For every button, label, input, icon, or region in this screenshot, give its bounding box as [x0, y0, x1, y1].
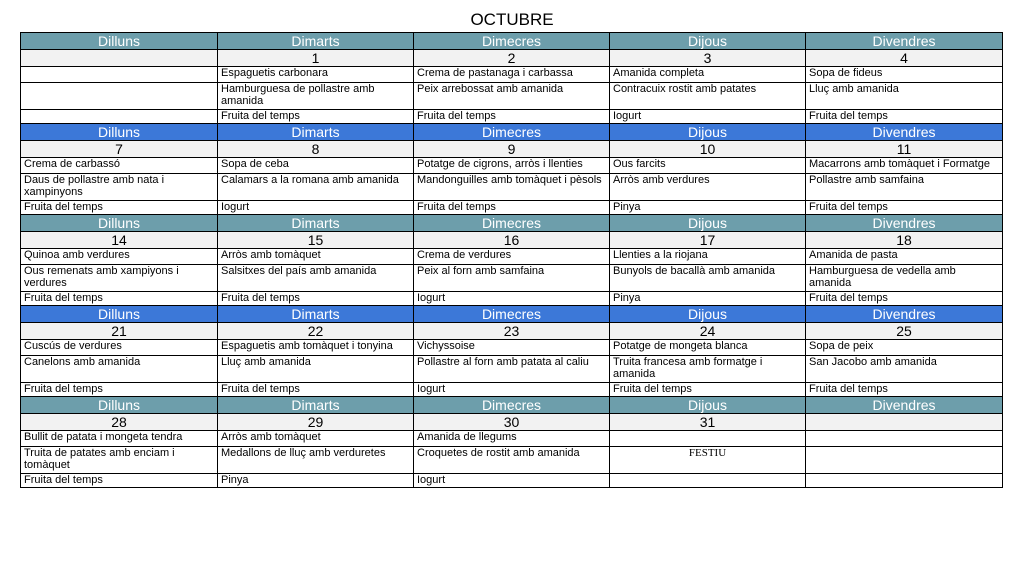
second-course-dimarts: Lluç amb amanida: [218, 356, 414, 383]
day-number-dilluns: 28: [21, 414, 218, 431]
day-number-dimecres: 30: [414, 414, 610, 431]
first-course-dimecres: Vichyssoise: [414, 340, 610, 356]
week-1-dessert-row: [21, 110, 1003, 124]
first-course-dimecres: Crema de pastanaga i carbassa: [414, 67, 610, 83]
day-number-dilluns: [21, 50, 218, 67]
first-course-dijous: [610, 431, 806, 447]
day-number-dijous: 3: [610, 50, 806, 67]
second-course-divendres: Pollastre amb samfaina: [806, 174, 1003, 201]
dessert-divendres: Fruita del temps: [806, 201, 1003, 215]
day-number-dimarts: 15: [218, 232, 414, 249]
dessert-dimecres: Iogurt: [414, 383, 610, 397]
weekday-header-dijous: Dijous: [610, 215, 806, 232]
weekday-header-dilluns: Dilluns: [21, 215, 218, 232]
weekday-header-divendres: Divendres: [806, 306, 1003, 323]
day-number-dimarts: 22: [218, 323, 414, 340]
weekday-header-divendres: Divendres: [806, 33, 1003, 50]
first-course-dilluns: Bullit de patata i mongeta tendra: [21, 431, 218, 447]
second-course-dimarts: Hamburguesa de pollastre amb amanida: [218, 83, 414, 110]
weekday-header-dijous: Dijous: [610, 397, 806, 414]
week-4-day-number-row: [21, 323, 1003, 340]
weekday-header-dijous: Dijous: [610, 33, 806, 50]
dessert-dimecres: Fruita del temps: [414, 201, 610, 215]
week-5-weekday-header-row: [21, 397, 1003, 414]
first-course-divendres: Sopa de peix: [806, 340, 1003, 356]
week-2-dessert-row: [21, 201, 1003, 215]
weekday-header-dijous: Dijous: [610, 306, 806, 323]
weekday-header-dimecres: Dimecres: [414, 306, 610, 323]
day-number-divendres: 18: [806, 232, 1003, 249]
dessert-dilluns: Fruita del temps: [21, 201, 218, 215]
second-course-dimarts: Calamars a la romana amb amanida: [218, 174, 414, 201]
weekday-header-dimarts: Dimarts: [218, 33, 414, 50]
first-course-dimecres: Crema de verdures: [414, 249, 610, 265]
week-1-day-number-row: [21, 50, 1003, 67]
first-course-divendres: Macarrons amb tomàquet i Formatge: [806, 158, 1003, 174]
dessert-dijous: Pinya: [610, 292, 806, 306]
dessert-dimarts: Fruita del temps: [218, 292, 414, 306]
weekday-header-dilluns: Dilluns: [21, 306, 218, 323]
second-course-dimecres: Peix al forn amb samfaina: [414, 265, 610, 292]
dessert-dimecres: Iogurt: [414, 292, 610, 306]
day-number-dimarts: 1: [218, 50, 414, 67]
first-course-dimarts: Arròs amb tomàquet: [218, 431, 414, 447]
second-course-divendres: [806, 447, 1003, 474]
second-course-dilluns: Ous remenats amb xampiyons i verdures: [21, 265, 218, 292]
week-2-first-course-row: [21, 158, 1003, 174]
dessert-divendres: Fruita del temps: [806, 110, 1003, 124]
dessert-dilluns: [21, 110, 218, 124]
second-course-dimecres: Mandonguilles amb tomàquet i pèsols: [414, 174, 610, 201]
second-course-divendres: Lluç amb amanida: [806, 83, 1003, 110]
menu-table: [20, 32, 1003, 488]
second-course-dijous: Truita francesa amb formatge i amanida: [610, 356, 806, 383]
second-course-dijous: Bunyols de bacallà amb amanida: [610, 265, 806, 292]
second-course-dimecres: Peix arrebossat amb amanida: [414, 83, 610, 110]
weekday-header-dilluns: Dilluns: [21, 33, 218, 50]
dessert-dilluns: Fruita del temps: [21, 292, 218, 306]
first-course-dilluns: [21, 67, 218, 83]
week-4-dessert-row: [21, 383, 1003, 397]
dessert-dijous: Iogurt: [610, 110, 806, 124]
day-number-dijous: 17: [610, 232, 806, 249]
week-4-weekday-header-row: [21, 306, 1003, 323]
week-1-weekday-header-row: [21, 33, 1003, 50]
week-4-second-course-row: [21, 356, 1003, 383]
first-course-divendres: Amanida de pasta: [806, 249, 1003, 265]
day-number-dilluns: 21: [21, 323, 218, 340]
weekday-header-divendres: Divendres: [806, 124, 1003, 141]
week-3-day-number-row: [21, 232, 1003, 249]
first-course-dijous: Llenties a la riojana: [610, 249, 806, 265]
week-5-day-number-row: [21, 414, 1003, 431]
second-course-divendres: Hamburguesa de vedella amb amanida: [806, 265, 1003, 292]
weekday-header-dilluns: Dilluns: [21, 124, 218, 141]
weekday-header-dimecres: Dimecres: [414, 124, 610, 141]
first-course-dimecres: Amanida de llegums: [414, 431, 610, 447]
dessert-dimecres: Iogurt: [414, 474, 610, 488]
dessert-dijous: Pinya: [610, 201, 806, 215]
first-course-dimarts: Sopa de ceba: [218, 158, 414, 174]
weekday-header-dilluns: Dilluns: [21, 397, 218, 414]
day-number-divendres: 11: [806, 141, 1003, 158]
first-course-dijous: Potatge de mongeta blanca: [610, 340, 806, 356]
first-course-dimarts: Espaguetis carbonara: [218, 67, 414, 83]
day-number-dilluns: 7: [21, 141, 218, 158]
week-5-second-course-row: [21, 447, 1003, 474]
day-number-dijous: 31: [610, 414, 806, 431]
second-course-dilluns: Canelons amb amanida: [21, 356, 218, 383]
second-course-dimecres: Pollastre al forn amb patata al caliu: [414, 356, 610, 383]
second-course-dilluns: Daus de pollastre amb nata i xampinyons: [21, 174, 218, 201]
holiday-label: FESTIU: [610, 447, 806, 474]
first-course-divendres: [806, 431, 1003, 447]
first-course-dimarts: Arròs amb tomàquet: [218, 249, 414, 265]
day-number-dimecres: 16: [414, 232, 610, 249]
dessert-dilluns: Fruita del temps: [21, 474, 218, 488]
weekday-header-dimarts: Dimarts: [218, 306, 414, 323]
day-number-dimarts: 29: [218, 414, 414, 431]
day-number-dilluns: 14: [21, 232, 218, 249]
weekday-header-divendres: Divendres: [806, 397, 1003, 414]
week-3-first-course-row: [21, 249, 1003, 265]
weekday-header-dijous: Dijous: [610, 124, 806, 141]
week-5-dessert-row: [21, 474, 1003, 488]
dessert-dilluns: Fruita del temps: [21, 383, 218, 397]
week-2-second-course-row: [21, 174, 1003, 201]
day-number-dimarts: 8: [218, 141, 414, 158]
week-5-first-course-row: [21, 431, 1003, 447]
weekday-header-dimarts: Dimarts: [218, 397, 414, 414]
first-course-dilluns: Quinoa amb verdures: [21, 249, 218, 265]
week-4-first-course-row: [21, 340, 1003, 356]
second-course-dimarts: Salsitxes del país amb amanida: [218, 265, 414, 292]
first-course-dimarts: Espaguetis amb tomàquet i tonyina: [218, 340, 414, 356]
second-course-dijous: Contracuix rostit amb patates: [610, 83, 806, 110]
week-2-day-number-row: [21, 141, 1003, 158]
page-title: OCTUBRE: [470, 10, 554, 29]
dessert-divendres: Fruita del temps: [806, 292, 1003, 306]
dessert-dimecres: Fruita del temps: [414, 110, 610, 124]
dessert-dijous: Fruita del temps: [610, 383, 806, 397]
second-course-dilluns: [21, 83, 218, 110]
dessert-divendres: Fruita del temps: [806, 383, 1003, 397]
second-course-dilluns: Truita de patates amb enciam i tomàquet: [21, 447, 218, 474]
weekday-header-dimecres: Dimecres: [414, 33, 610, 50]
week-3-weekday-header-row: [21, 215, 1003, 232]
dessert-dimarts: Iogurt: [218, 201, 414, 215]
weekday-header-divendres: Divendres: [806, 215, 1003, 232]
dessert-dimarts: Fruita del temps: [218, 383, 414, 397]
week-1-second-course-row: [21, 83, 1003, 110]
first-course-divendres: Sopa de fideus: [806, 67, 1003, 83]
week-2-weekday-header-row: [21, 124, 1003, 141]
dessert-dijous: [610, 474, 806, 488]
weekday-header-dimarts: Dimarts: [218, 124, 414, 141]
first-course-dilluns: Cuscús de verdures: [21, 340, 218, 356]
day-number-dijous: 24: [610, 323, 806, 340]
day-number-dimecres: 23: [414, 323, 610, 340]
first-course-dijous: Ous farcits: [610, 158, 806, 174]
weekday-header-dimecres: Dimecres: [414, 215, 610, 232]
day-number-divendres: 4: [806, 50, 1003, 67]
first-course-dilluns: Crema de carbassó: [21, 158, 218, 174]
first-course-dijous: Amanida completa: [610, 67, 806, 83]
day-number-divendres: 25: [806, 323, 1003, 340]
dessert-dimarts: Fruita del temps: [218, 110, 414, 124]
day-number-dijous: 10: [610, 141, 806, 158]
day-number-dimecres: 9: [414, 141, 610, 158]
first-course-dimecres: Potatge de cigrons, arròs i llenties: [414, 158, 610, 174]
weekday-header-dimecres: Dimecres: [414, 397, 610, 414]
second-course-dimecres: Croquetes de rostit amb amanida: [414, 447, 610, 474]
day-number-dimecres: 2: [414, 50, 610, 67]
week-3-dessert-row: [21, 292, 1003, 306]
dessert-divendres: [806, 474, 1003, 488]
weekday-header-dimarts: Dimarts: [218, 215, 414, 232]
second-course-divendres: San Jacobo amb amanida: [806, 356, 1003, 383]
dessert-dimarts: Pinya: [218, 474, 414, 488]
week-3-second-course-row: [21, 265, 1003, 292]
day-number-divendres: [806, 414, 1003, 431]
second-course-dijous: Arròs amb verdures: [610, 174, 806, 201]
second-course-dimarts: Medallons de lluç amb verduretes: [218, 447, 414, 474]
week-1-first-course-row: [21, 67, 1003, 83]
